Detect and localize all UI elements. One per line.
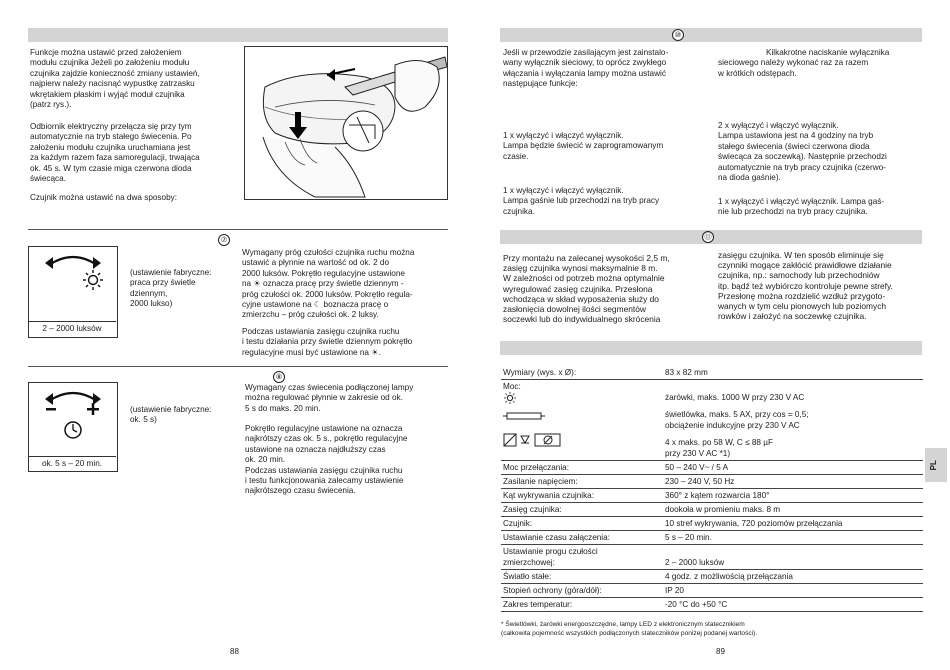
section-10-col2-item-1: 2 x wyłączyć i włączyć wyłącznik. Lampa ustawiona jest na 4 godziny na tryb stałego świecenia (świeci czerwona dioda świecąca za soczewką). Następnie przechodzi automatycznie na tryb pracy czujnika (czerwo- na dioda gaśnie). (718, 121, 887, 183)
section-8-description-2: Pokrętło regulacyjne ustawione na oznacza najkrótszy czas ok. 5 s., pokrętło regulacyjne ustawione na oznacza najdłuższy czas ok. 20 min. Podczas ustawiania zasięgu czujnika ruchu i testu funkcjonowania zalecamy ustawienie najkrótszego czasu świecenia. (245, 424, 408, 496)
spec-row (501, 489, 923, 503)
language-tab (925, 448, 947, 482)
spec-value: 4 godz. z możliwością przełączania (663, 570, 923, 584)
spec-label: Moc przełączania: (501, 461, 663, 475)
spec-label: Światło stałe: (501, 570, 663, 584)
section-10-col1-item-1: 1 x wyłączyć i włączyć wyłącznik. Lampa będzie świecić w zaprogramowanym czasie. (503, 131, 664, 161)
page-number-right: 89 (716, 647, 725, 656)
spec-value: 5 s – 20 min. (663, 531, 923, 545)
spec-label: Wymiary (wys. x Ø): (501, 366, 663, 380)
section-7-factory-note: (ustawienie fabryczne: praca przy świetle dziennym, 2000 lukso) (130, 268, 212, 309)
spec-value: 360° z kątem rozwarcia 180° (663, 489, 923, 503)
spec-value-bulb: żarówki, maks. 1000 W przy 230 V AC (665, 393, 805, 402)
section-10-col2-intro: Kilkakrotne naciskanie wyłącznika sieciowego należy wykonać raz za razem w krótkich odstępach. (718, 48, 890, 78)
section-7-number: ⑦ (218, 234, 230, 246)
spec-row (501, 584, 923, 598)
section-8-factory-note: (ustawienie fabryczne: ok. 5 s) (130, 405, 212, 425)
spec-value: 10 stref wykrywania, 720 poziomów przełączania (663, 517, 923, 531)
spec-row (501, 598, 923, 612)
header-bar-right (500, 28, 922, 42)
spec-label: Czujnik: (501, 517, 663, 531)
spec-row (501, 517, 923, 531)
spec-value: IP 20 (663, 584, 923, 598)
section-8-number: ⑧ (273, 371, 285, 383)
specs-footnote: * Świetlówki, żarówki energooszczędne, lampy LED z elektronicznym statecznikiem (całkowita pojemność wszystkich podłączonych stateczników poniżej podanej wartości). (501, 621, 758, 637)
arrow-right-icon (93, 257, 101, 269)
spec-value-ballast: 4 x maks. po 58 W, C ≤ 88 µF przy 230 V AC *1) (665, 438, 773, 458)
spec-row (501, 545, 923, 570)
spec-row (501, 475, 923, 489)
spec-label: Zasilanie napięciem: (501, 475, 663, 489)
spec-power-cell (501, 380, 663, 461)
intro-paragraph: Funkcje można ustawić przed założeniem modułu czujnika Jeżeli po założeniu modułu czujnika zajdzie konieczność zmiany ustawień, najpierw należy nacisnąć wypustkę zatrzasku wkrętakiem płaskim i wyjąć moduł czujnika (patrz rys.). (30, 48, 200, 110)
language-tab-label: PL (928, 460, 938, 471)
spec-label: Zasięg czujnika: (501, 503, 663, 517)
spec-label: Zakres temperatur: (501, 598, 663, 612)
receiver-paragraph: Odbiornik elektryczny przełącza się przy tym automatycznie na tryb stałego świecenia. Po założeniu modułu czujnika uruchamiana jest za każdym razem faza samoregulacji, trwająca ok. 45 s. W tym czasie miga czerwona dioda świecąca. (30, 122, 200, 184)
spec-value: dookoła w promieniu maks. 8 m (663, 503, 923, 517)
sensitivity-range-label: 2 – 2000 luksów (28, 321, 116, 334)
plus-icon (87, 403, 99, 415)
spec-value-fluorescent: świetlówka, maks. 5 AX, przy cos = 0,5; obciążenie indukcyjne przy 230 V AC (665, 410, 809, 430)
spec-value: 50 – 240 V~ / 5 A (663, 461, 923, 475)
moon-icon (45, 271, 55, 289)
spec-value: 83 x 82 mm (663, 366, 923, 380)
spec-label: Ustawianie czasu załączenia: (501, 531, 663, 545)
section-8-rule (28, 366, 448, 367)
spec-power-values (663, 380, 923, 461)
spec-row (501, 503, 923, 517)
section-10-col2-item-2: 1 x wyłączyć i włączyć wyłącznik. Lampa gaś- nie lub przechodzi na tryb pracy czujnika. (718, 197, 885, 217)
time-range-label: ok. 5 s – 20 min. (28, 456, 116, 469)
section-10-col1-intro: Jeśli w przewodzie zasilającym jest zainstalo- wany wyłącznik sieciowy, to oprócz zwykłego włączania i wyłączania lampy można ustawić następujące funkcje: (503, 48, 669, 89)
section-7-rule (28, 229, 448, 230)
section-11-col2: zasięgu czujnika. W ten sposób eliminuje się czynniki mogące zakłócić prawidłowe działanie czujnika, np.: samochody lub przechodniów itp. bądź też wybiórczo kontroluje pewne strefy. Przesłonę można rozdzielić wzdłuż przygoto- wanych w tym celu pionowych lub poziomych rowków i założyć na soczewkę czujnika. (718, 250, 893, 322)
header-bar-left (28, 28, 448, 42)
section-11-number: ⑪ (702, 231, 714, 243)
sensor-removal-illustration (244, 46, 448, 200)
section-10-number: ⑩ (672, 29, 684, 41)
section-7-description-2: Podczas ustawiania zasięgu czujnika ruchu i testu działania przy świetle dziennym pokrętło regulacyjne musi być ustawione na ☀. (242, 327, 413, 357)
spec-row (501, 570, 923, 584)
spec-row (501, 531, 923, 545)
spec-label: Kąt wykrywania czujnika: (501, 489, 663, 503)
spec-value: 2 – 2000 luksów (663, 545, 923, 570)
section-7-description-1: Wymagany próg czułości czujnika ruchu można ustawić a płynnie na wartość od ok. 2 do 2000 luksów. Pokrętło regulacyjne ustawione na ☀ oznacza pracę przy świetle dziennym - próg czułości ok. 2000 luksów. Pokrętło regula- cyjne ustawione na ☾ boznacza pracę o zmierzchu – próg czułości ok. 2 luksy. (242, 248, 415, 320)
electronic-ballast-icon (503, 433, 561, 447)
spec-row-power (501, 380, 923, 461)
sun-icon (83, 270, 103, 290)
spec-value: 230 – 240 V, 50 Hz (663, 475, 923, 489)
specs-header-bar (500, 341, 922, 355)
clock-icon (65, 422, 81, 438)
section-10-col1-item-2: 1 x wyłączyć i włączyć wyłącznik. Lampa gaśnie lub przechodzi na tryb pracy czujnika. (503, 186, 660, 216)
spec-label: Stopień ochrony (góra/dół): (501, 584, 663, 598)
spec-row-dimensions (501, 366, 923, 380)
arrow-left-icon (45, 393, 53, 405)
two-ways-paragraph: Czujnik można ustawić na dwa sposoby: (30, 193, 177, 202)
section-11-col1: Przy montażu na zalecanej wysokości 2,5 m, zasięg czujnika wynosi maksymalnie 8 m. W zależności od potrzeb można optymalnie wyregulować zasięg czujnika. Przesłona wchodząca w skład wyposażenia służy do zasłonięcia dowolnej ilości segmentów soczewki lub do indywidualnego skrócenia (503, 253, 670, 325)
spec-label: Moc: (503, 382, 521, 391)
light-bulb-icon (503, 392, 517, 404)
arrow-left-icon (45, 257, 53, 269)
minus-icon (46, 408, 56, 411)
spec-rows (501, 461, 923, 612)
fluorescent-tube-icon (503, 411, 545, 421)
spec-value: -20 °C do +50 °C (663, 598, 923, 612)
section-8-description-1: Wymagany czas świecenia podłączonej lampy można regulować płynnie w zakresie od ok. 5 s do maks. 20 min. (245, 383, 414, 413)
spec-row (501, 461, 923, 475)
spec-label: Ustawianie progu czułości zmierzchowej: (501, 545, 663, 570)
specs-table (501, 366, 923, 612)
page-number-left: 88 (230, 647, 239, 656)
